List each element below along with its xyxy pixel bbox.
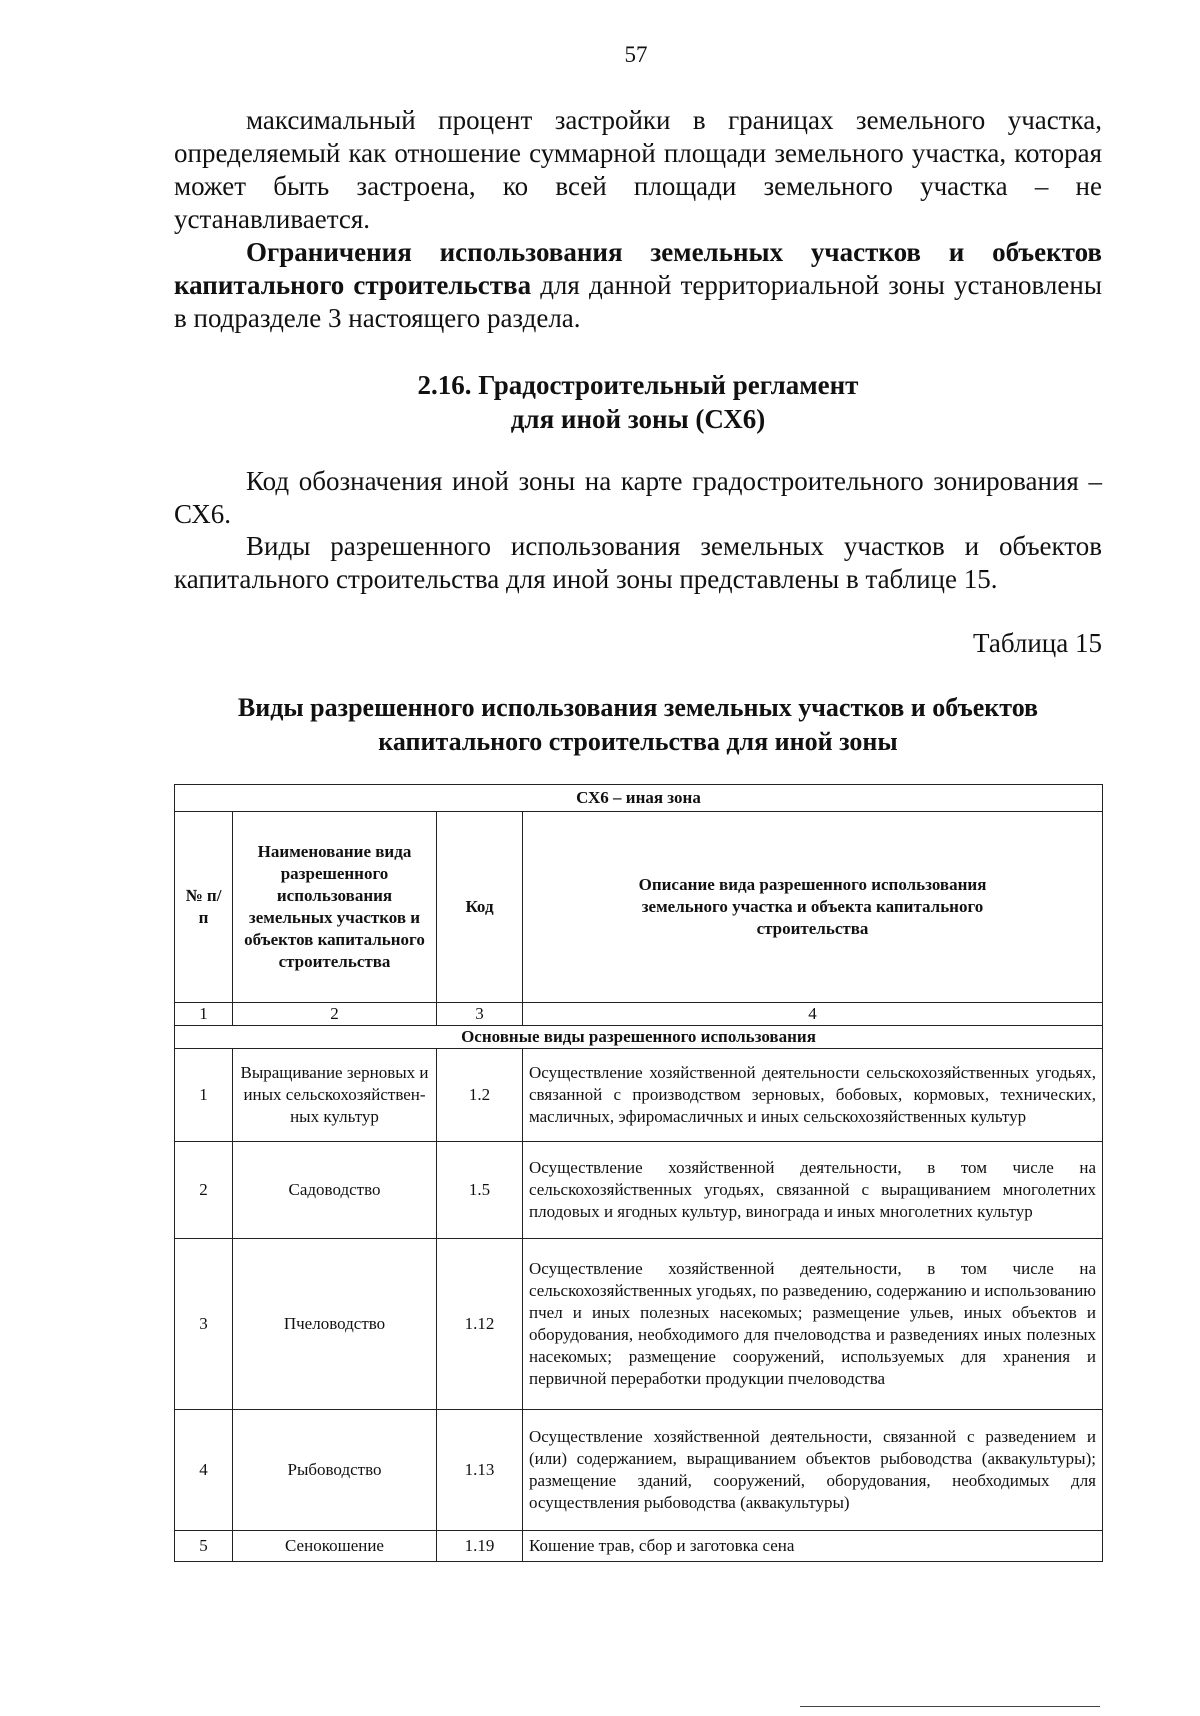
paragraph-restrictions bbox=[174, 236, 1102, 335]
col-number: 4 bbox=[523, 1003, 1103, 1026]
row-desc: Осуществление хозяйственной деятельности, в том числе на сельскохозяйственных угодьях, связанной с выращиванием многолетних плодовых и ягодных культур, винограда и иных многолетних культур bbox=[523, 1142, 1103, 1239]
paragraph-text: Виды разрешенного использования земельных участков и объектов капитального строительства для иной зоны представлены в таблице 15. bbox=[174, 531, 1102, 594]
table-row bbox=[175, 1410, 1103, 1531]
row-name: Садоводство bbox=[233, 1142, 437, 1239]
row-name: Сенокошение bbox=[233, 1531, 437, 1562]
row-code: 1.2 bbox=[437, 1049, 523, 1142]
table-row bbox=[175, 1531, 1103, 1562]
row-desc: Осуществление хозяйственной деятельности, в том числе на сельскохозяйственных угодьях, по разведению, содержанию и использованию пчел и иных полезных насекомых; размещение ульев, иных объектов и оборудования, необходимого для пчеловодства и разведениях иных полезных насекомых; размещение сооружений, используемых для хранения и первичной переработки продукции пчеловодства bbox=[523, 1239, 1103, 1410]
zone-header: СХ6 – иная зона bbox=[175, 785, 1103, 812]
paragraph-text: максимальный процент застройки в границах земельного участка, определяемый как отношение суммарной площади земельного участка, которая может быть застроена, ко всей площади земельного участка – не устанавливается. bbox=[174, 105, 1102, 234]
paragraph-max-build-percent bbox=[174, 104, 1102, 236]
paragraph-text bbox=[174, 236, 1102, 335]
col-header-desc: Описание вида разрешенного использования земельного участка и объекта капитального строительства bbox=[523, 812, 1103, 1003]
row-code: 1.13 bbox=[437, 1410, 523, 1531]
row-desc: Осуществление хозяйственной деятельности сельскохозяйственных угодьях, связанной с производством зерновых, бобовых, кормовых, технических, масличных, эфиромасличных и иных сельскохозяйственных культур bbox=[523, 1049, 1103, 1142]
table-title-line2: капитального строительства для иной зоны bbox=[378, 727, 898, 756]
table-label: Таблица 15 bbox=[973, 628, 1102, 658]
row-num: 1 bbox=[175, 1049, 233, 1142]
row-name: Пчеловодство bbox=[233, 1239, 437, 1410]
section-heading-line2: для иной зоны (СХ6) bbox=[510, 404, 766, 434]
table-row bbox=[175, 1239, 1103, 1410]
table-title-line1: Виды разрешенного использования земельных участков и объектов bbox=[237, 693, 1039, 722]
paragraph-text: Код обозначения иной зоны на карте градостроительного зонирования – СХ6. bbox=[174, 466, 1102, 529]
group-header: Основные виды разрешенного использования bbox=[175, 1026, 1103, 1049]
column-header-row bbox=[175, 812, 1103, 1003]
zone-header-row bbox=[175, 785, 1103, 812]
col-header-name: Наименование вида разрешенного использования земельных участков и объектов капитального строительства bbox=[233, 812, 437, 1003]
col-header-num: № п/п bbox=[175, 812, 233, 1003]
row-code: 1.12 bbox=[437, 1239, 523, 1410]
row-desc: Осуществление хозяйственной деятельности, связанной с разведением и (или) содержанием, выращиванием объектов рыбоводства (аквакультуры); размещение зданий, сооружений, оборудования, необходимых для осуществления рыбоводства (аквакультуры) bbox=[523, 1410, 1103, 1531]
page-number: 57 bbox=[624, 42, 648, 67]
section-heading bbox=[174, 368, 1102, 436]
col-number: 3 bbox=[437, 1003, 523, 1026]
row-desc: Кошение трав, сбор и заготовка сена bbox=[523, 1531, 1103, 1562]
paragraph-zone-code bbox=[174, 465, 1102, 531]
restrictions-rest-text: для данной территориальной зоны установлены в подразделе 3 настоящего раздела. bbox=[174, 270, 1102, 333]
row-num: 2 bbox=[175, 1142, 233, 1239]
column-number-row bbox=[175, 1003, 1103, 1026]
restrictions-bold-text: Ограничения использования земельных участков и объектов капитального строительства bbox=[174, 237, 1102, 300]
col-number: 2 bbox=[233, 1003, 437, 1026]
col-number: 1 bbox=[175, 1003, 233, 1026]
footer-divider bbox=[800, 1706, 1100, 1707]
row-num: 5 bbox=[175, 1531, 233, 1562]
row-num: 4 bbox=[175, 1410, 233, 1531]
row-name: Рыбоводство bbox=[233, 1410, 437, 1531]
table-row bbox=[175, 1049, 1103, 1142]
section-heading-line1: 2.16. Градостроительный регламент bbox=[417, 370, 859, 400]
table-row bbox=[175, 1142, 1103, 1239]
paragraph-usage-types bbox=[174, 530, 1102, 596]
row-num: 3 bbox=[175, 1239, 233, 1410]
row-code: 1.5 bbox=[437, 1142, 523, 1239]
row-name: Выращивание зерновых и иных сельскохозяйствен-ных культур bbox=[233, 1049, 437, 1142]
table-title bbox=[174, 691, 1102, 759]
row-code: 1.19 bbox=[437, 1531, 523, 1562]
col-header-code: Код bbox=[437, 812, 523, 1003]
group-header-row bbox=[175, 1026, 1103, 1049]
usage-types-table bbox=[174, 784, 1103, 1562]
